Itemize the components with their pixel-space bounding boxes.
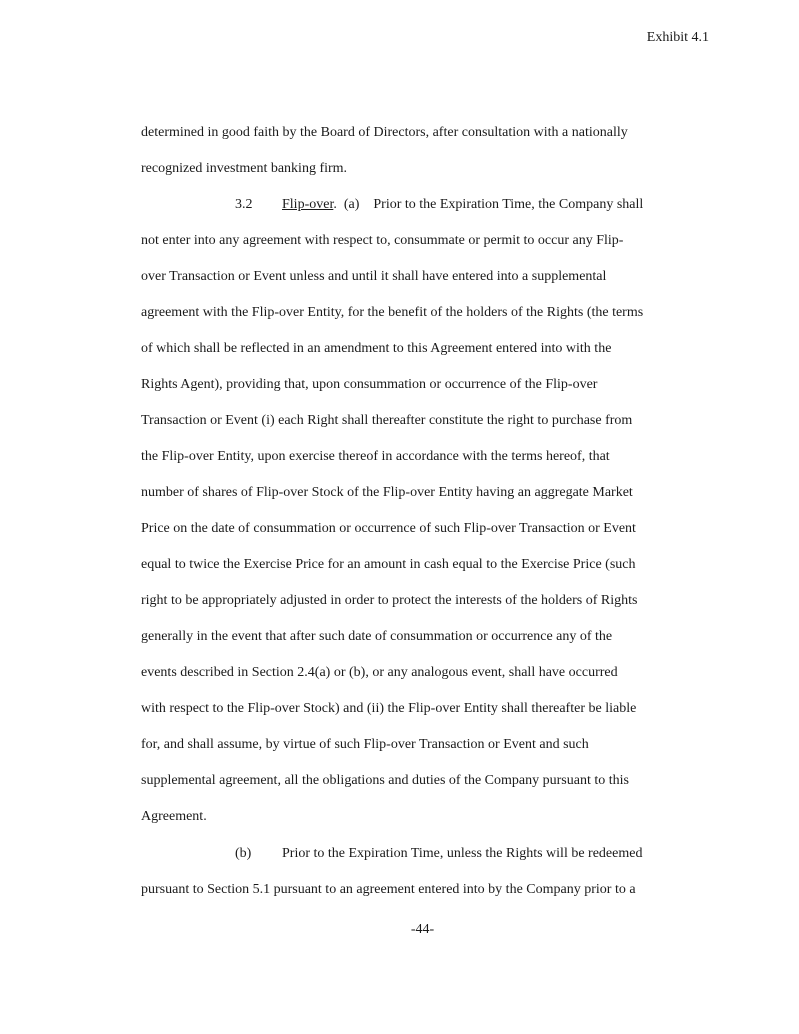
section-3-2-first-line xyxy=(235,197,643,213)
text-line: generally in the event that after such date of consummation or occurrence any of the xyxy=(141,629,613,644)
subsection-label: (b) xyxy=(235,846,252,861)
text-line: equal to twice the Exercise Price for an amount in cash equal to the Exercise Price (such xyxy=(141,557,636,572)
text-line: Agreement. xyxy=(141,809,207,824)
subsection-text: Prior to the Expiration Time, unless the Rights will be redeemed xyxy=(282,846,643,861)
text-line: not enter into any agreement with respect to, consummate or permit to occur any Flip- xyxy=(141,233,624,248)
text-line: of which shall be reflected in an amendment to this Agreement entered into with the xyxy=(141,341,612,356)
text-line: Rights Agent), providing that, upon consummation or occurrence of the Flip-over xyxy=(141,377,598,392)
text-line: for, and shall assume, by virtue of such Flip-over Transaction or Event and such xyxy=(141,737,589,752)
text-line: recognized investment banking firm. xyxy=(141,161,348,176)
page-number: -44- xyxy=(410,922,435,937)
text-line: agreement with the Flip-over Entity, for the benefit of the holders of the Rights (the terms xyxy=(141,305,644,320)
section-heading: Flip-over xyxy=(282,197,334,212)
section-first-line-text: . (a) Prior to the Expiration Time, the Company shall xyxy=(333,197,644,212)
text-line: number of shares of Flip-over Stock of the Flip-over Entity having an aggregate Market xyxy=(141,485,633,500)
text-line: supplemental agreement, all the obligations and duties of the Company pursuant to this xyxy=(141,773,629,788)
exhibit-label: Exhibit 4.1 xyxy=(646,30,709,45)
text-line: determined in good faith by the Board of Directors, after consultation with a nationally xyxy=(141,125,628,140)
text-line: pursuant to Section 5.1 pursuant to an agreement entered into by the Company prior to a xyxy=(141,882,636,897)
text-line: Transaction or Event (i) each Right shall thereafter constitute the right to purchase from xyxy=(141,413,633,428)
text-line: with respect to the Flip-over Stock) and (ii) the Flip-over Entity shall thereafter be liable xyxy=(141,701,637,716)
text-line: right to be appropriately adjusted in order to protect the interests of the holders of Rights xyxy=(141,593,638,608)
text-line: Price on the date of consummation or occurrence of such Flip-over Transaction or Event xyxy=(141,521,636,536)
section-number: 3.2 xyxy=(235,197,253,212)
text-line: the Flip-over Entity, upon exercise thereof in accordance with the terms hereof, that xyxy=(141,449,610,464)
text-line: over Transaction or Event unless and until it shall have entered into a supplemental xyxy=(141,269,607,284)
text-line: events described in Section 2.4(a) or (b), or any analogous event, shall have occurred xyxy=(141,665,618,680)
subsection-b-first-line xyxy=(235,846,642,862)
